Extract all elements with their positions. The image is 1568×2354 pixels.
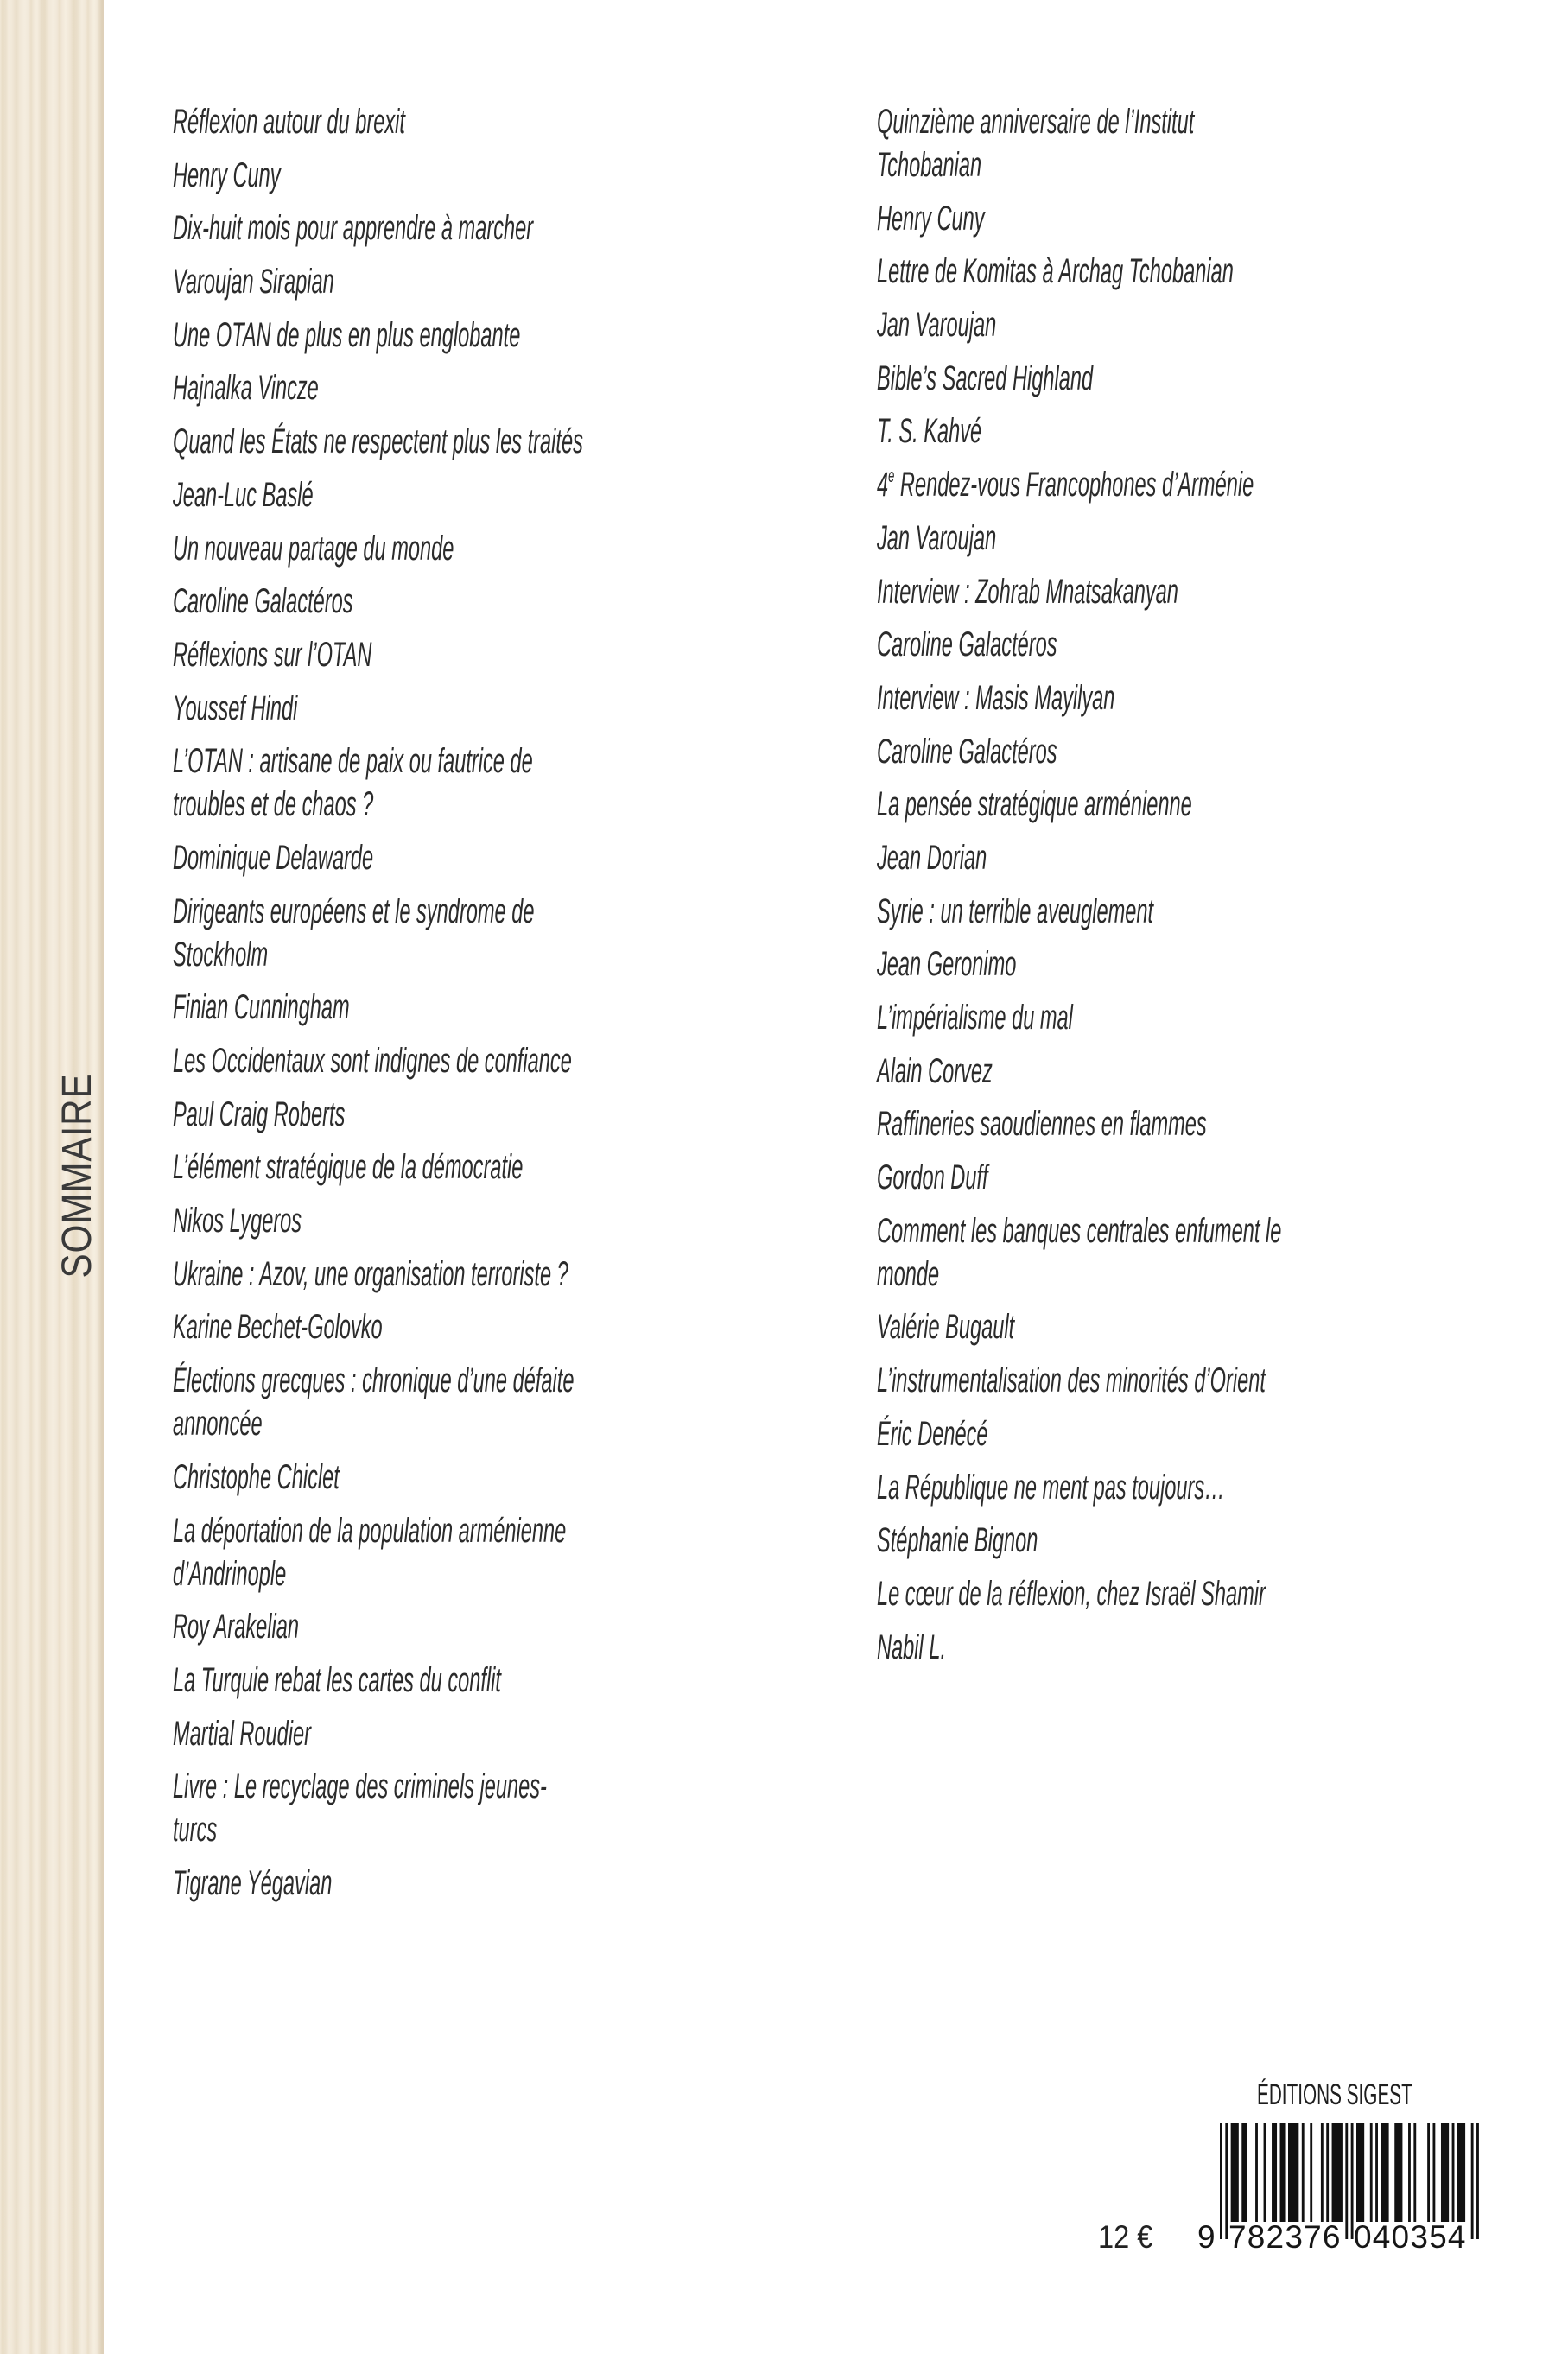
toc-line: L’instrumentalisation des minorités d’Orient: [877, 1361, 1266, 1400]
toc-item: [173, 206, 835, 250]
toc-item: [173, 836, 835, 879]
toc-line: Nikos Lygeros: [173, 1202, 302, 1240]
toc-line: d’Andrinople: [173, 1554, 287, 1593]
toc-line: La pensée stratégique arménienne: [877, 785, 1192, 824]
toc-line: Jean Geronimo: [877, 945, 1017, 984]
toc-line: La Turquie rebat les cartes du conflit: [173, 1660, 501, 1699]
toc-line: Quand les États ne respectent plus les traités: [173, 422, 583, 461]
barcode-bar: [1370, 2123, 1373, 2222]
toc-line: troubles et de chaos ?: [173, 785, 374, 824]
toc-line: Finian Cunningham: [173, 988, 350, 1027]
toc-item: [877, 517, 1539, 560]
toc-line: Karine Bechet-Golovko: [173, 1308, 383, 1347]
toc-line: Youssef Hindi: [173, 688, 298, 727]
toc-item: [877, 1305, 1539, 1348]
toc-item: [173, 154, 835, 197]
toc-line: Stockholm: [173, 935, 269, 974]
toc-item: [173, 986, 835, 1029]
barcode-bar: [1231, 2123, 1239, 2222]
toc-line: Dix-huit mois pour apprendre à marcher: [173, 209, 534, 248]
toc-item: [173, 1359, 835, 1445]
toc-line: Tigrane Yégavian: [173, 1863, 333, 1902]
toc-item: [173, 1199, 835, 1242]
toc-line: Henry Cuny: [877, 199, 985, 238]
toc-line: Roy Arakelian: [173, 1608, 300, 1647]
toc-item: [173, 1253, 835, 1296]
toc-item: [877, 1626, 1539, 1669]
toc-line: Lettre de Komitas à Archag Tchobanian: [877, 252, 1234, 291]
toc-line: L’élément stratégique de la démocratie: [173, 1148, 524, 1187]
toc-line: Les Occidentaux sont indignes de confiance: [173, 1042, 572, 1080]
toc-item: [173, 1093, 835, 1136]
toc-item: [877, 836, 1539, 879]
barcode-bar: [1288, 2123, 1298, 2222]
toc-item: [877, 357, 1539, 400]
barcode-bar: [1356, 2123, 1364, 2222]
toc-item: [877, 1102, 1539, 1145]
toc-line: Une OTAN de plus en plus englobante: [173, 315, 521, 354]
toc-line: Le cœur de la réflexion, chez Israël Shamir: [877, 1574, 1266, 1613]
toc-item: [173, 314, 835, 357]
toc-line: Jan Varoujan: [877, 518, 997, 557]
toc-line: Réflexions sur l’OTAN: [173, 635, 372, 674]
toc-column-left: [173, 100, 835, 1915]
toc-line: Dirigeants européens et le syndrome de: [173, 891, 535, 930]
barcode-bar: [1381, 2123, 1388, 2222]
isbn-right-group: 040354: [1354, 2219, 1467, 2255]
toc-line: Un nouveau partage du monde: [173, 529, 454, 568]
toc-line: Gordon Duff: [877, 1158, 988, 1197]
toc-line: Henry Cuny: [173, 155, 281, 194]
barcode-bar: [1255, 2123, 1258, 2222]
toc-item: [173, 260, 835, 303]
toc-line: Bible’s Sacred Highland: [877, 358, 1094, 397]
barcode-guard-bar: [1345, 2123, 1348, 2239]
barcode-guard-bar: [1476, 2123, 1479, 2239]
toc-line: Comment les banques centrales enfument le: [877, 1211, 1282, 1250]
toc-item: [173, 527, 835, 570]
toc-item: [173, 1605, 835, 1648]
barcode-guard-bar: [1220, 2123, 1222, 2239]
toc-item: [173, 580, 835, 623]
barcode-bar: [1408, 2123, 1411, 2222]
toc-line: Dominique Delawarde: [173, 838, 374, 877]
toc-item: [173, 420, 835, 463]
toc-line: Tchobanian: [877, 146, 982, 184]
sommaire-label: SOMMAIRE: [54, 1073, 100, 1279]
toc-item: [877, 1209, 1539, 1296]
toc-line: La déportation de la population arménienne: [173, 1511, 567, 1550]
barcode-bar: [1264, 2123, 1266, 2222]
toc-line: Varoujan Sirapian: [173, 263, 334, 301]
isbn-first-digit: 9: [1197, 2219, 1216, 2255]
barcode-bar: [1310, 2123, 1312, 2222]
toc-line: Ukraine : Azov, une organisation terroriste ?: [173, 1254, 568, 1293]
barcode-bar: [1457, 2123, 1465, 2222]
toc-item: [877, 623, 1539, 666]
barcode-bar: [1394, 2123, 1402, 2222]
barcode-bar: [1326, 2123, 1329, 2222]
toc-line: Jan Varoujan: [877, 306, 997, 345]
toc-item: [877, 1519, 1539, 1562]
toc-column-right: [877, 100, 1539, 1678]
toc-line: Martial Roudier: [173, 1714, 312, 1753]
toc-item: [173, 1765, 835, 1851]
toc-line: turcs: [173, 1811, 218, 1850]
toc-item: [173, 1659, 835, 1702]
barcode-bar: [1332, 2123, 1343, 2222]
toc-item: [877, 1156, 1539, 1199]
toc-item: [877, 730, 1539, 773]
toc-line: Jean-Luc Baslé: [173, 475, 314, 514]
toc-item: [173, 687, 835, 730]
toc-item: [877, 783, 1539, 826]
toc-line: Éric Denécé: [877, 1414, 988, 1453]
toc-line: Réflexion autour du brexit: [173, 103, 405, 141]
toc-line: L’impérialisme du mal: [877, 999, 1073, 1037]
toc-line: Caroline Galactéros: [173, 582, 353, 621]
toc-line: Caroline Galactéros: [877, 625, 1057, 664]
toc-line: Paul Craig Roberts: [173, 1095, 346, 1133]
toc-item: [877, 1412, 1539, 1456]
toc-line: Raffineries saoudiennes en flammes: [877, 1105, 1207, 1144]
toc-item: [877, 1572, 1539, 1615]
barcode-bar: [1375, 2123, 1378, 2222]
barcode-bar: [1321, 2123, 1324, 2222]
toc-line: T. S. Kahvé: [877, 412, 982, 451]
toc-item: [877, 100, 1539, 187]
toc-line-text: 4: [877, 466, 889, 504]
toc-item: [877, 676, 1539, 720]
toc-line: Hajnalka Vincze: [173, 369, 319, 408]
barcode-guard-bar: [1225, 2123, 1228, 2239]
toc-item: [173, 366, 835, 409]
toc-line: Alain Corvez: [877, 1051, 993, 1090]
toc-line: Élections grecques : chronique d’une défaite: [173, 1361, 575, 1400]
barcode-bar: [1427, 2123, 1430, 2222]
toc-item: [173, 473, 835, 517]
toc-item: [877, 996, 1539, 1039]
toc-item: [877, 1359, 1539, 1402]
barcode-bar: [1432, 2123, 1435, 2222]
toc-line: Interview : Masis Mayilyan: [877, 678, 1115, 717]
toc-line: Caroline Galactéros: [877, 732, 1057, 771]
toc-item: [173, 739, 835, 826]
toc-item: [173, 1862, 835, 1905]
toc-item: [173, 633, 835, 676]
toc-item: [173, 1456, 835, 1499]
barcode-bar: [1241, 2123, 1247, 2222]
publisher-name: ÉDITIONS SIGEST: [1257, 2078, 1412, 2111]
toc-item: [877, 1050, 1539, 1093]
toc-line: Christophe Chiclet: [173, 1457, 340, 1496]
ordinal-superscript: e: [888, 465, 895, 487]
toc-item: [173, 1145, 835, 1189]
toc-item: [877, 303, 1539, 346]
toc-line: Jean Dorian: [877, 838, 987, 877]
toc-line: Quinzième anniversaire de l’Institut: [877, 103, 1195, 141]
isbn-left-group: 782376: [1228, 2219, 1342, 2255]
toc-line: [877, 463, 1539, 506]
toc-line: L’OTAN : artisane de paix ou fautrice de: [173, 742, 533, 781]
toc-item: [877, 570, 1539, 613]
toc-line: Syrie : un terrible aveuglement: [877, 891, 1154, 930]
toc-line: monde: [877, 1254, 940, 1293]
toc-line: Valérie Bugault: [877, 1308, 1015, 1347]
toc-line: annoncée: [173, 1405, 263, 1443]
barcode-bar: [1441, 2123, 1449, 2222]
toc-line: Livre : Le recyclage des criminels jeunes-: [173, 1767, 547, 1806]
barcode-bar: [1302, 2123, 1305, 2222]
barcode-bar: [1452, 2123, 1455, 2222]
toc-item: [877, 409, 1539, 453]
price: 12 €: [1098, 2219, 1153, 2255]
toc-line: La République ne ment pas toujours…: [877, 1468, 1225, 1507]
toc-item: [877, 890, 1539, 933]
toc-line: Interview : Zohrab Mnatsakanyan: [877, 572, 1178, 611]
toc-item: [877, 1466, 1539, 1509]
toc-item: [877, 942, 1539, 986]
toc-line-text: Rendez-vous Francophones d’Arménie: [894, 466, 1254, 504]
toc-item: [173, 100, 835, 143]
toc-item: [877, 250, 1539, 293]
toc-item: [173, 1305, 835, 1348]
barcode-bar: [1272, 2123, 1277, 2222]
toc-item: [173, 1039, 835, 1082]
barcode-bar: [1280, 2123, 1286, 2222]
barcode-bar: [1413, 2123, 1416, 2222]
toc-item: [877, 197, 1539, 240]
toc-item: [173, 890, 835, 976]
toc-item: [173, 1712, 835, 1755]
barcode-guard-bar: [1471, 2123, 1474, 2239]
toc-item: [877, 463, 1539, 506]
toc-item: [173, 1509, 835, 1596]
toc-line: Stéphanie Bignon: [877, 1521, 1038, 1560]
toc-line: Nabil L.: [877, 1627, 947, 1666]
